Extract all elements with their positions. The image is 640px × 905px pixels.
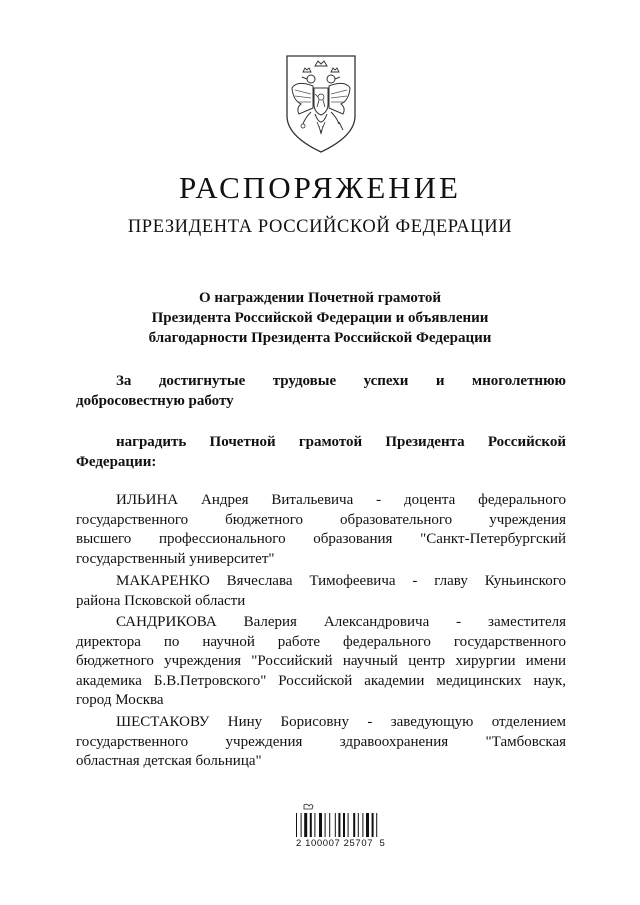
awardee-line: государственный университет" [76, 550, 275, 567]
awardee-entry [76, 572, 566, 611]
intro-line: За достигнутые трудовые успехи и многолетнюю [116, 373, 566, 389]
awardee-line: МАКАРЕНКО Вячеслава Тимофеевича - главу Куньинского [116, 573, 566, 589]
awardee-line: высшего профессионального образования "Санкт-Петербургский [76, 531, 566, 547]
awardee-entry [76, 613, 566, 711]
awardee-line: ИЛЬИНА Андрея Витальевича - доцента федерального [116, 492, 566, 508]
coat-of-arms-emblem [281, 52, 361, 154]
awardee-line: директора по научной работе федерального государственного [76, 633, 566, 650]
awardee-line: академика Б.В.Петровского" Российской академии медицинских наук, [76, 672, 566, 689]
awardee-line: областная детская больница" [76, 753, 262, 769]
document-heading [100, 288, 540, 348]
awardee-line: бюджетного учреждения "Российский научный центр хирургии имени [76, 653, 566, 669]
awardee-line: государственного учреждения здравоохранения "Тамбовская [76, 733, 566, 750]
awardee-entry [76, 491, 566, 569]
awardee-line: ШЕСТАКОВУ Нину Борисовну - заведующую отделением [116, 714, 566, 730]
document-subtitle: ПРЕЗИДЕНТА РОССИЙСКОЙ ФЕДЕРАЦИИ [127, 217, 513, 237]
awardee-line: город Москва [76, 692, 164, 708]
heading-line: благодарности Президента Российской Федерации [148, 330, 492, 346]
awardee-line: государственного бюджетного образовательного учреждения [76, 511, 566, 528]
award-line: наградить Почетной грамотой Президента Российской [116, 434, 566, 450]
award-paragraph [76, 433, 566, 472]
award-line: Федерации: [76, 453, 157, 470]
awardee-entry [76, 713, 566, 772]
heading-line: О награждении Почетной грамотой [198, 290, 442, 306]
intro-paragraph [76, 372, 566, 411]
heading-line: Президента Российской Федерации и объявлении [151, 310, 489, 326]
barcode-number: 2 100007 25707 5 [296, 838, 386, 849]
awardee-line: района Псковской области [76, 592, 246, 609]
awardee-line: САНДРИКОВА Валерия Александровича - заместителя [116, 614, 566, 630]
document-title: РАСПОРЯЖЕНИЕ [179, 170, 461, 205]
intro-line: добросовестную работу [76, 392, 234, 409]
